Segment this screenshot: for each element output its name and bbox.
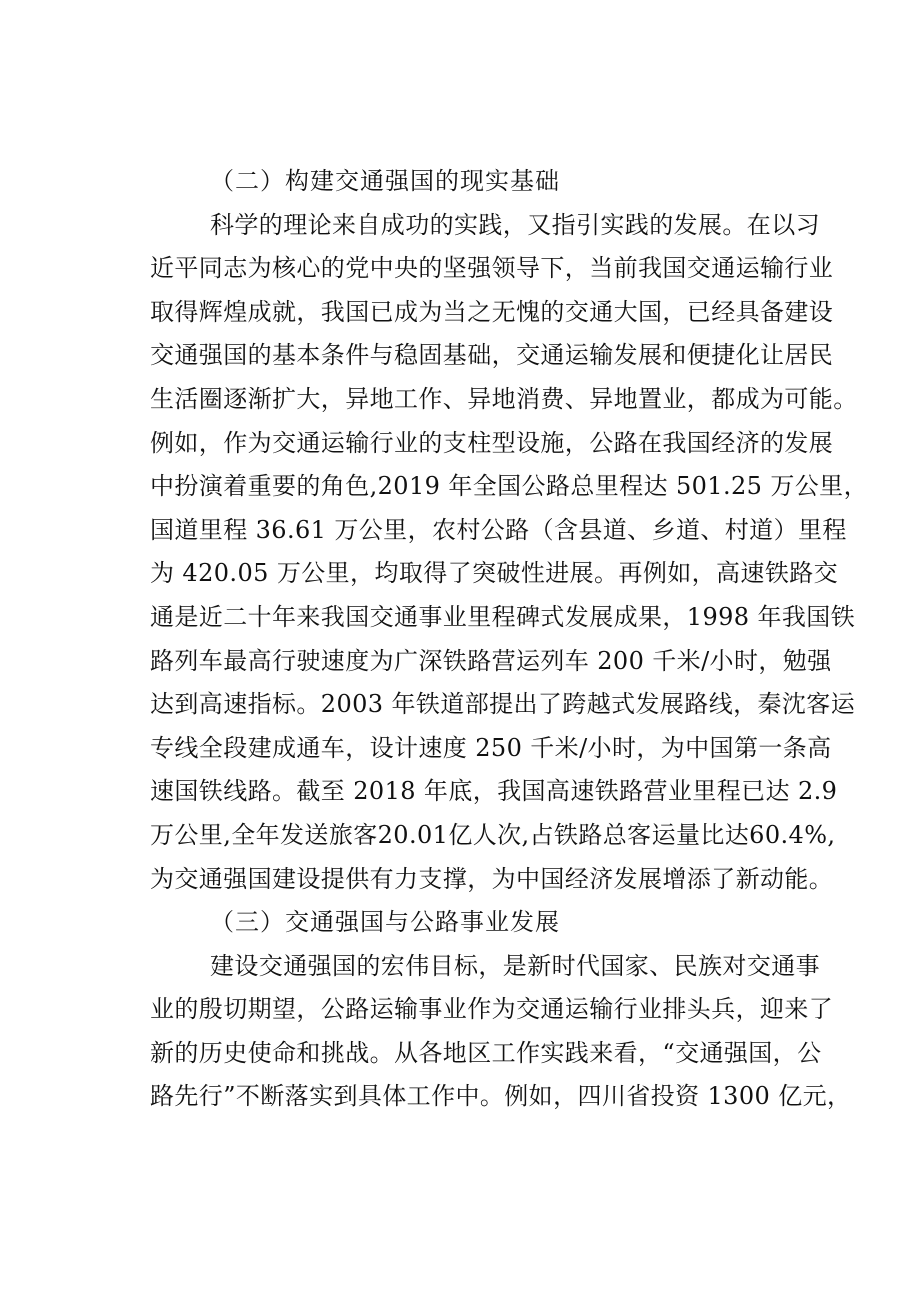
paragraph-2-line: 路先行”不断落实到具体工作中。例如，四川省投资 1300 亿元， xyxy=(150,1082,852,1111)
paragraph-1-line: 为交通强国建设提供有力支撑，为中国经济发展增添了新动能。 xyxy=(150,864,834,893)
paragraph-2-line: 建设交通强国的宏伟目标，是新时代国家、民族对交通事 xyxy=(210,951,820,980)
paragraph-1-line: 为 420.05 万公里，均取得了突破性进展。再例如，高速铁路交 xyxy=(150,559,839,588)
paragraph-1-line: 专线全段建成通车，设计速度 250 千米/小时，为中国第一条高 xyxy=(150,733,832,762)
paragraph-2-line: 新的历史使命和挑战。从各地区工作实践来看，“交通强国，公 xyxy=(150,1038,822,1067)
paragraph-1-line: 近平同志为核心的党中央的坚强领导下，当前我国交通运输行业 xyxy=(150,254,834,283)
paragraph-1-line: 取得辉煌成就，我国已成为当之无愧的交通大国，已经具备建设 xyxy=(150,297,834,326)
paragraph-1-line: 国道里程 36.61 万公里，农村公路（含县道、乡道、村道）里程 xyxy=(150,515,847,544)
paragraph-2 xyxy=(150,945,852,1119)
paragraph-1-line: 交通强国的基本条件与稳固基础，交通运输发展和便捷化让居民 xyxy=(150,341,834,370)
paragraph-1-line: 路列车最高行驶速度为广深铁路营运列车 200 千米/小时，勉强 xyxy=(150,646,832,675)
paragraph-1-line: 中扮演着重要的角色,2019 年全国公路总里程达 501.25 万公里， xyxy=(150,472,868,501)
paragraph-1-line: 速国铁线路。截至 2018 年底，我国高速铁路营业里程已达 2.9 xyxy=(150,777,838,806)
paragraph-1-line: 万公里,全年发送旅客20.01亿人次,占铁路总客运量比达60.4%, xyxy=(150,820,836,849)
paragraph-1-line: 科学的理论来自成功的实践，又指引实践的发展。在以习 xyxy=(210,210,820,239)
paragraph-2-line: 业的殷切期望，公路运输事业作为交通运输行业排头兵，迎来了 xyxy=(150,995,834,1024)
paragraph-1-line: 生活圈逐渐扩大，异地工作、异地消费、异地置业，都成为可能。 xyxy=(150,384,858,413)
section-heading-3: （三）交通强国与公路事业发展 xyxy=(210,908,560,936)
paragraph-1-line: 达到高速指标。2003 年铁道部提出了跨越式发展路线，秦沈客运 xyxy=(150,690,856,719)
section-heading-2: （二）构建交通强国的现实基础 xyxy=(210,167,560,195)
paragraph-1-line: 通是近二十年来我国交通事业里程碑式发展成果，1998 年我国铁 xyxy=(150,602,856,631)
paragraph-1-line: 例如，作为交通运输行业的支柱型设施，公路在我国经济的发展 xyxy=(150,428,834,457)
paragraph-1 xyxy=(150,204,868,902)
